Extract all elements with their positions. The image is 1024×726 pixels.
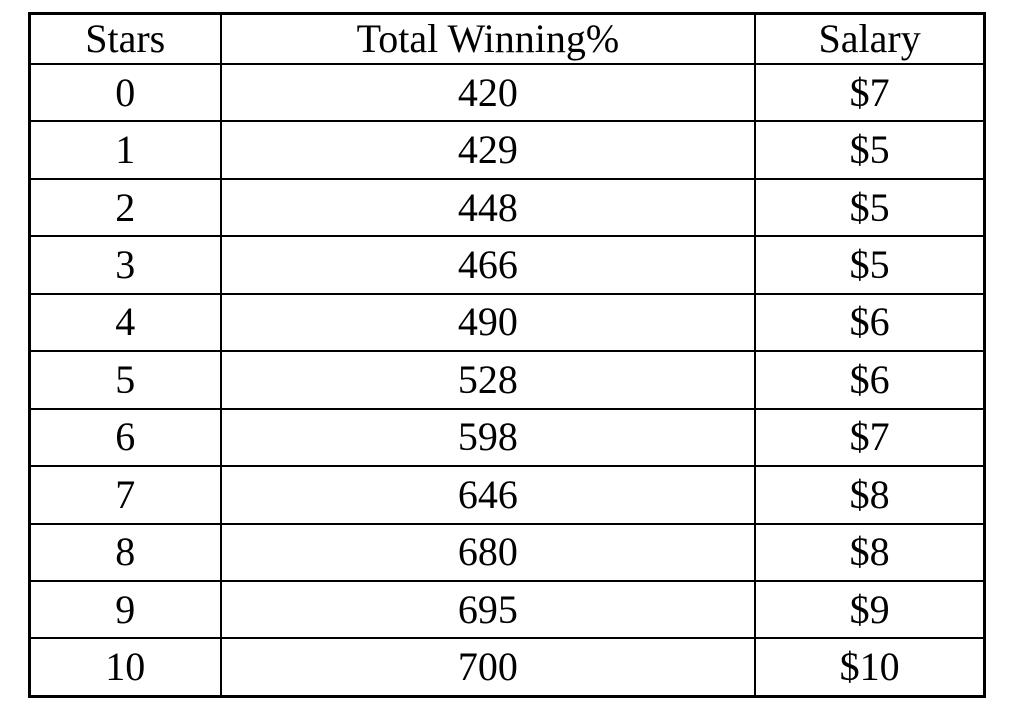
cell-salary: $7 [755, 64, 984, 121]
table-row [30, 466, 985, 523]
cell-total-winning: 695 [221, 581, 756, 638]
table-row [30, 351, 985, 408]
cell-stars: 7 [30, 466, 221, 523]
cell-total-winning: 598 [221, 409, 756, 466]
column-header-salary: Salary [755, 14, 984, 65]
column-header-stars: Stars [30, 14, 221, 65]
cell-salary: $8 [755, 466, 984, 523]
table-row [30, 64, 985, 121]
cell-salary: $7 [755, 409, 984, 466]
cell-total-winning: 429 [221, 121, 756, 178]
table-row [30, 524, 985, 581]
cell-stars: 1 [30, 121, 221, 178]
cell-total-winning: 448 [221, 179, 756, 236]
cell-salary: $6 [755, 294, 984, 351]
cell-stars: 2 [30, 179, 221, 236]
cell-total-winning: 700 [221, 638, 756, 696]
table-row [30, 409, 985, 466]
stars-winning-salary-table [28, 12, 986, 698]
table-row [30, 179, 985, 236]
table-row [30, 581, 985, 638]
table-header-row [30, 14, 985, 65]
cell-total-winning: 528 [221, 351, 756, 408]
cell-stars: 10 [30, 638, 221, 696]
cell-stars: 3 [30, 236, 221, 293]
table-row [30, 638, 985, 696]
cell-salary: $5 [755, 121, 984, 178]
column-header-total-winning: Total Winning% [221, 14, 756, 65]
cell-total-winning: 420 [221, 64, 756, 121]
table-row [30, 236, 985, 293]
cell-stars: 9 [30, 581, 221, 638]
table-row [30, 121, 985, 178]
cell-salary: $9 [755, 581, 984, 638]
cell-salary: $8 [755, 524, 984, 581]
cell-stars: 4 [30, 294, 221, 351]
cell-total-winning: 466 [221, 236, 756, 293]
cell-total-winning: 646 [221, 466, 756, 523]
cell-stars: 8 [30, 524, 221, 581]
cell-salary: $5 [755, 179, 984, 236]
cell-total-winning: 680 [221, 524, 756, 581]
table-body [30, 64, 985, 697]
cell-stars: 5 [30, 351, 221, 408]
cell-salary: $6 [755, 351, 984, 408]
cell-salary: $5 [755, 236, 984, 293]
cell-total-winning: 490 [221, 294, 756, 351]
table-row [30, 294, 985, 351]
cell-stars: 6 [30, 409, 221, 466]
cell-stars: 0 [30, 64, 221, 121]
cell-salary: $10 [755, 638, 984, 696]
